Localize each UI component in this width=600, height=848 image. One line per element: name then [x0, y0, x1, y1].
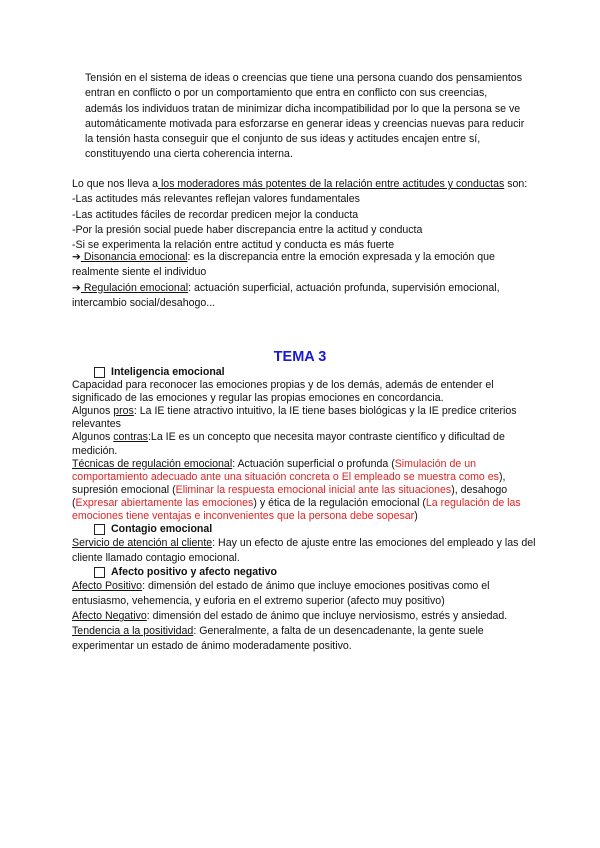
afecto-negativo-text: : dimensión del estado de ánimo que incluye nerviosismo, estrés y ansiedad. — [146, 610, 508, 623]
arrow-icon: ➔ — [72, 251, 81, 263]
contagio-heading-text: Contagio emocional — [111, 523, 213, 536]
disonancia-label: Disonancia emocional — [80, 251, 188, 263]
afecto-heading — [94, 566, 542, 579]
tecnicas-text-1: : Actuación superficial o profunda ( — [232, 457, 395, 470]
pros-prefix: Algunos — [72, 405, 114, 418]
contagio-label: Servicio de atención al cliente — [72, 537, 213, 550]
ie-contras — [72, 431, 542, 457]
afecto-heading-text: Afecto positivo y afecto negativo — [111, 566, 277, 579]
pros-text: : La IE tiene atractivo intuitivo, la IE tiene bases biológicas y la IE predice criterios relevantes — [72, 405, 517, 431]
pros-label: pros — [113, 405, 134, 418]
afecto-negativo-label: Afecto Negativo — [72, 610, 147, 623]
tecnicas-text-4: ) y ética de la regulación emocional ( — [253, 496, 426, 509]
moderators-section — [72, 177, 532, 253]
contras-prefix: Algunos — [72, 431, 114, 444]
tecnicas-text-3: ), desahogo ( — [72, 483, 508, 509]
arrow-item-regulacion — [72, 281, 532, 312]
checkbox-icon — [94, 524, 105, 535]
checkbox-icon — [94, 367, 105, 378]
moderators-suffix: son: — [504, 178, 528, 190]
moderators-intro — [72, 177, 532, 192]
tecnicas-red-3: Expresar abiertamente las emociones — [75, 496, 254, 509]
afecto-positivo-label: Afecto Positivo — [72, 580, 143, 593]
ie-description: Capacidad para reconocer las emociones propias y de los demás, además de entender el significado de las emociones y regular las propias emociones en concordancia. — [72, 379, 494, 405]
afecto-negativo — [72, 609, 542, 624]
regulacion-text: : actuación superficial, actuación profunda, supervisión emocional, intercambio social/desahogo... — [72, 281, 500, 309]
contagio-paragraph — [72, 536, 542, 566]
contras-text: :La IE es un concepto que necesita mayor contraste científico y dificultad de medición. — [72, 431, 505, 457]
moderator-item-3: -Por la presión social puede haber discrepancia entre la actitud y conducta — [72, 223, 423, 236]
tendencia-text: : Generalmente, a falta de un desencadenante, la gente suele experimentar un estado de ánimo moderadamente positivo. — [72, 625, 484, 653]
tecnicas-text-2: ), supresión emocional ( — [72, 470, 506, 496]
tecnicas-red-2: Eliminar la respuesta emocional inicial ante las situaciones — [175, 483, 452, 496]
tema3-content — [72, 366, 542, 654]
ie-heading-text: Inteligencia emocional — [111, 366, 225, 378]
tecnicas-red-1: Simulación de un comportamiento adecuado ante una situación concreta o El empleado se muestra como es — [72, 457, 499, 483]
regulacion-label: Regulación emocional — [80, 281, 189, 294]
disonancia-text: : es la discrepancia entre la emoción expresada y la emoción que realmente siente el individuo — [72, 251, 495, 279]
tema-title: TEMA 3 — [273, 349, 327, 365]
contras-label: contras — [113, 431, 148, 444]
ie-heading — [94, 366, 542, 379]
intro-paragraph: Tensión en el sistema de ideas o creencias que tiene una persona cuando dos pensamientos entran en conflicto o por un comportamiento que entra en conflicto con sus creencias, además los individuos tratan de minimizar dicha incompatibilidad por lo que la persona se ve automáticamente motivada para esforzarse en generar ideas y creencias nuevas para reducir la tensión hasta conseguir que el conjunto de sus ideas y actitudes encajen entre sí, constituyendo una cierta coherencia interna. — [85, 72, 525, 161]
afecto-positivo — [72, 579, 542, 609]
contagio-heading — [94, 523, 542, 536]
afecto-positivo-text: : dimensión del estado de ánimo que incluye emociones positivas como el entusiasmo, vehemencia, y euforia en el extremo superior (afecto muy positivo) — [72, 580, 490, 608]
moderator-item-1: -Las actitudes más relevantes reflejan valores fundamentales — [72, 193, 360, 206]
tecnicas-label: Técnicas de regulación emocional — [72, 457, 233, 470]
tecnicas-text-5: ) — [414, 510, 418, 523]
moderators-link-text: los moderadores más potentes de la relación entre actitudes y conductas — [158, 178, 505, 190]
contagio-text: : Hay un efecto de ajuste entre las emociones del empleado y las del cliente llamado contagio emocional. — [72, 537, 536, 565]
moderators-prefix: Lo que nos lleva a — [72, 178, 158, 190]
tendencia-positividad — [72, 624, 542, 654]
tendencia-label: Tendencia a la positividad — [72, 625, 194, 638]
moderator-item-2: -Las actitudes fáciles de recordar predicen mejor la conducta — [72, 208, 359, 221]
arrow-item-disonancia — [72, 250, 532, 281]
checkbox-icon — [94, 567, 105, 578]
arrow-section — [72, 250, 532, 311]
moderator-item-4: -Si se experimenta la relación entre actitud y conducta es más fuerte — [72, 239, 395, 252]
arrow-icon: ➔ — [72, 281, 81, 294]
ie-tecnicas — [72, 458, 542, 523]
tecnicas-red-4: La regulación de las emociones tiene ventajas e inconvenientes que la persona debe sopesar — [72, 496, 521, 523]
ie-pros — [72, 405, 542, 431]
